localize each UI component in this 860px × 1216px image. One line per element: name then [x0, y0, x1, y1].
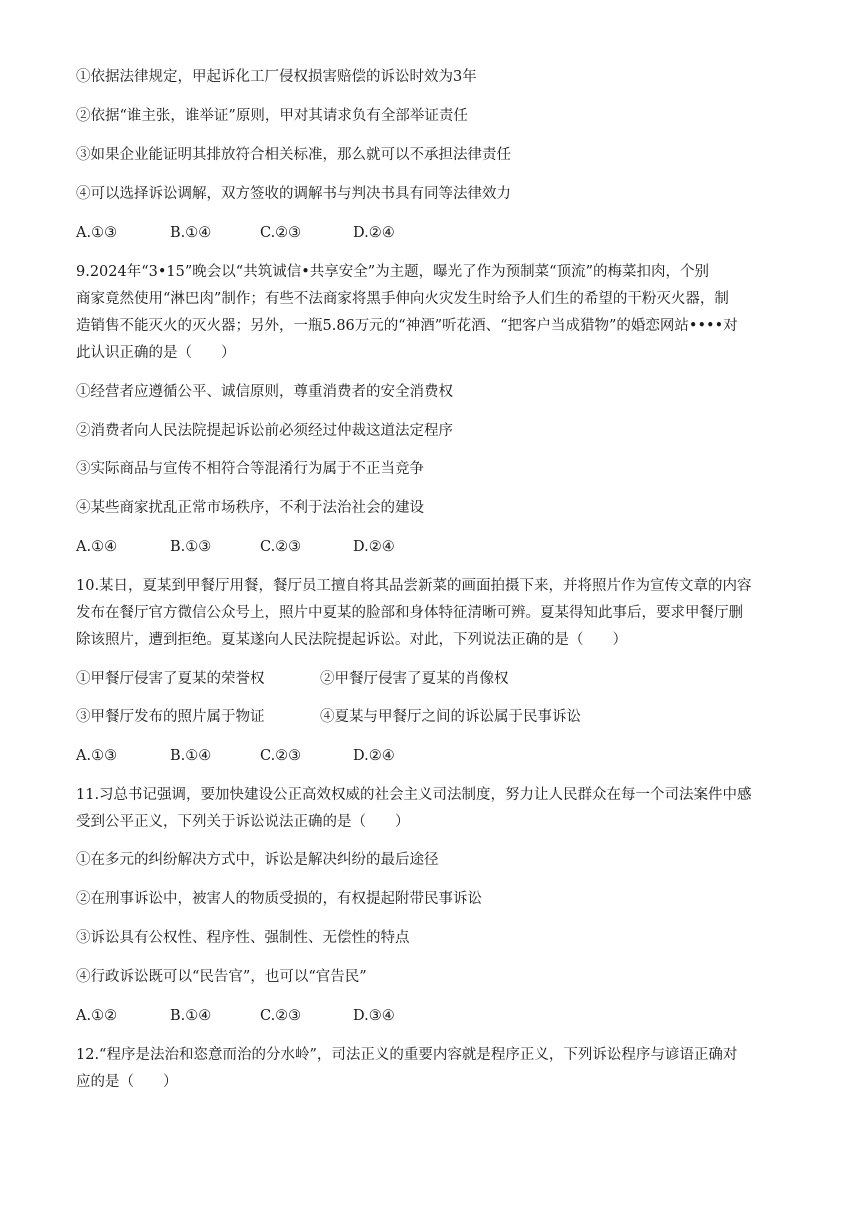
- q9-option-4: ④某些商家扰乱正常市场秩序，不利于法治社会的建设: [76, 500, 424, 516]
- q10-choice-c: C.②③: [260, 748, 302, 764]
- q10-stem-line-2: 发布在餐厅官方微信公众号上，照片中夏某的脸部和身体特征清晰可辨。夏某得知此事后，要求甲餐厅删: [76, 605, 743, 621]
- q10-choice-d: D.②④: [353, 748, 395, 764]
- q10-option-1: ①甲餐厅侵害了夏某的荣誉权: [76, 671, 265, 687]
- q9-option-3: ③实际商品与宣传不相符合等混淆行为属于不正当竞争: [76, 461, 424, 477]
- q11-stem-line-1: 11.习总书记强调，要加快建设公正高效权威的社会主义司法制度，努力让人民群众在每一个司法案件中感: [76, 787, 752, 803]
- q8-option-4: ④可以选择诉讼调解，双方签收的调解书与判决书具有同等法律效力: [76, 186, 511, 202]
- q9-choice-b: B.①③: [170, 539, 212, 555]
- q9-option-1: ①经营者应遵循公平、诚信原则，尊重消费者的安全消费权: [76, 384, 453, 400]
- q12-stem-line-1: 12.“程序是法治和恣意而治的分水岭”，司法正义的重要内容就是程序正义，下列诉讼程序与谚语正确对: [76, 1047, 738, 1063]
- q8-option-3: ③如果企业能证明其排放符合相关标准，那么就可以不承担法律责任: [76, 147, 511, 163]
- q11-answer-choices: [76, 1006, 395, 1026]
- q9-stem-line-2: 商家竟然使用“淋巴肉”制作；有些不法商家将黑手伸向火灾发生时给予人们生的希望的干粉灭火器，制: [76, 291, 729, 307]
- q10-options-row-2: [76, 707, 581, 727]
- q11-choice-b: B.①④: [170, 1008, 212, 1024]
- q10-option-4: ④夏某与甲餐厅之间的诉讼属于民事诉讼: [320, 709, 581, 725]
- q10-options-row-1: [76, 669, 509, 689]
- q9-stem-line-3: 造销售不能灭火的灭火器；另外，一瓶5.86万元的“神酒”听花酒、“把客户当成猎物”的婚恋网站••••对: [76, 318, 738, 334]
- q8-option-1: ①依据法律规定，甲起诉化工厂侵权损害赔偿的诉讼时效为3年: [76, 69, 477, 85]
- q8-choice-c: C.②③: [260, 225, 302, 241]
- q9-choice-d: D.②④: [353, 539, 395, 555]
- q11-option-2: ②在刑事诉讼中，被害人的物质受损的，有权提起附带民事诉讼: [76, 891, 482, 907]
- q11-choice-a: A.①②: [76, 1008, 118, 1024]
- q10-answer-choices: [76, 746, 395, 766]
- q8-option-2: ②依据“谁主张，谁举证”原则，甲对其请求负有全部举证责任: [76, 108, 468, 124]
- q8-choice-a: A.①③: [76, 225, 118, 241]
- q9-option-2: ②消费者向人民法院提起诉讼前必须经过仲裁这道法定程序: [76, 423, 453, 439]
- q11-stem-line-2: 受到公平正义，下列关于诉讼说法正确的是（ ）: [76, 814, 410, 830]
- q9-choice-c: C.②③: [260, 539, 302, 555]
- q10-choice-b: B.①④: [170, 748, 212, 764]
- q10-stem-line-1: 10.某日，夏某到甲餐厅用餐，餐厅员工擅自将其品尝新菜的画面拍摄下来，并将照片作为宣传文章的内容: [76, 578, 752, 594]
- q11-choice-d: D.③④: [353, 1008, 395, 1024]
- q12-stem-line-2: 应的是（ ）: [76, 1074, 178, 1090]
- q8-choice-b: B.①④: [170, 225, 212, 241]
- q8-choice-d: D.②④: [353, 225, 395, 241]
- q9-answer-choices: [76, 537, 395, 557]
- q9-stem-line-4: 此认识正确的是（ ）: [76, 345, 236, 361]
- q9-choice-a: A.①④: [76, 539, 118, 555]
- q11-option-4: ④行政诉讼既可以“民告官”，也可以“官告民”: [76, 969, 367, 985]
- q11-choice-c: C.②③: [260, 1008, 302, 1024]
- q9-stem-line-1: 9.2024年“3•15”晚会以“共筑诚信•共享安全”为主题，曝光了作为预制菜“顶流”的梅菜扣肉，个别: [76, 264, 709, 280]
- q10-option-2: ②甲餐厅侵害了夏某的肖像权: [320, 671, 509, 687]
- q10-choice-a: A.①③: [76, 748, 118, 764]
- q11-option-1: ①在多元的纠纷解决方式中，诉讼是解决纠纷的最后途径: [76, 852, 439, 868]
- q8-answer-choices: [76, 223, 395, 243]
- q11-option-3: ③诉讼具有公权性、程序性、强制性、无偿性的特点: [76, 930, 410, 946]
- q10-option-3: ③甲餐厅发布的照片属于物证: [76, 709, 265, 725]
- q10-stem-line-3: 除该照片，遭到拒绝。夏某遂向人民法院提起诉讼。对此，下列说法正确的是（ ）: [76, 632, 627, 648]
